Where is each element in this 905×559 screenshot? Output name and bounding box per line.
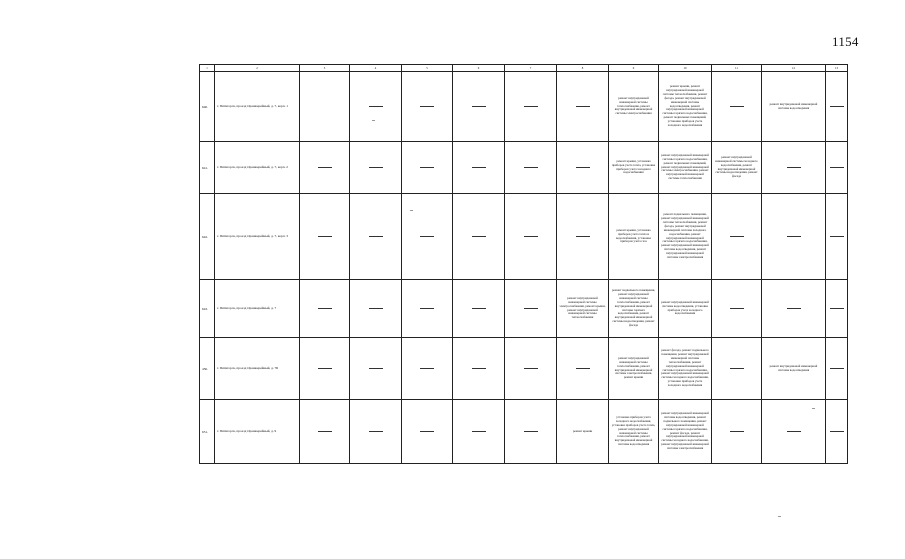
- cell: ремонт внутридомовой инженерной системы электроснабжения, ремонт крыши, ремонт внутридомовой инженерной системы теплоснабжения: [557, 280, 609, 338]
- cell: [300, 142, 350, 194]
- column-number: 2: [215, 65, 300, 72]
- cell: ремонт фасада, ремонт подвального помещения, ремонт внутридомовой инженерной системы теплоснабжения, ремонт внутридомовой инженерной системы горячего водоснабжения, ремонт внутридомовой инженерной системы холодного водоснабжения, установка приборов учета холодного водоснабжения: [659, 338, 712, 400]
- table-row: [200, 72, 848, 142]
- cell: ремонт подвального помещения, ремонт внутридомовой инженерной системы теплоснабжения, ремонт фасада, ремонт внутридомовой инженерной системы холодного водоснабжения, ремонт внутридомовой инженерной системы горячего водоснабжения, ремонт внутридомовой инженерной системы водоотведения, ремонт внутридомовой инженерной системы электроснабжения: [659, 194, 712, 280]
- row-number: 643.: [200, 280, 215, 338]
- dash-mark: [730, 236, 744, 237]
- cell: [402, 400, 453, 464]
- cell: [350, 400, 402, 464]
- dash-mark: [420, 308, 434, 309]
- column-number: 7: [505, 65, 557, 72]
- dash-mark: [369, 236, 383, 237]
- cell: [505, 400, 557, 464]
- scan-speck: [372, 120, 375, 121]
- column-number: 3: [300, 65, 350, 72]
- dash-mark: [472, 431, 486, 432]
- table-row: [200, 280, 848, 338]
- dash-mark: [830, 431, 844, 432]
- dash-mark: [524, 106, 538, 107]
- cell: [712, 72, 762, 142]
- cell: ремонт внутридомовой инженерной системы горячего водоснабжения, ремонт подвальных помещений, ремонт внутридомовой инженерной системы электроснабжения, ремонт внутридомовой инженерной системы теплоснабжения: [659, 142, 712, 194]
- dash-mark: [524, 368, 538, 369]
- dash-mark: [369, 431, 383, 432]
- cell: [762, 400, 826, 464]
- dash-mark: [787, 308, 801, 309]
- column-number: 6: [453, 65, 505, 72]
- cell: [350, 338, 402, 400]
- dash-mark: [524, 167, 538, 168]
- scan-speck: [778, 516, 781, 517]
- cell: [453, 72, 505, 142]
- row-number: 641.: [200, 142, 215, 194]
- column-number: 4: [350, 65, 402, 72]
- dash-mark: [730, 368, 744, 369]
- dash-mark: [420, 431, 434, 432]
- cell: [402, 280, 453, 338]
- dash-mark: [318, 236, 332, 237]
- cell: [505, 72, 557, 142]
- dash-mark: [787, 431, 801, 432]
- cell: ремонт внутридомовой инженерной системы водоотведения, ремонт подвального помещения, ремонт внутридомовой инженерной системы горячего водоснабжения, ремонт фасада, ремонт внутридомовой инженерной системы холодного водоснабжения, ремонт внутридомовой инженерной системы электроснабжения: [659, 400, 712, 464]
- cell: [762, 280, 826, 338]
- cell: [300, 194, 350, 280]
- cell: [762, 142, 826, 194]
- column-number: 12: [762, 65, 826, 72]
- cell: ремонт внутридомовой инженерной системы водоотведения: [762, 72, 826, 142]
- cell: ремонт внутридомовой инженерной системы теплоснабжения, ремонт внутридомовой инженерной системы электроснабжения: [609, 72, 659, 142]
- cell: [350, 194, 402, 280]
- cell: [505, 338, 557, 400]
- cell: ремонт внутридомовой инженерной системы холодного водоснабжения, ремонт внутридомовой инженерной системы водоотведения, ремонт фасада: [712, 142, 762, 194]
- dash-mark: [830, 236, 844, 237]
- cell: установка приборов учета холодного водоснабжения, установка приборов учета тепла, ремонт внутридомовой инженерной системы теплоснабжения, ремонт внутридомовой инженерной системы водоотведения: [609, 400, 659, 464]
- dash-mark: [369, 368, 383, 369]
- dash-mark: [576, 167, 590, 168]
- dash-mark: [369, 106, 383, 107]
- dash-mark: [472, 167, 486, 168]
- cell: [826, 72, 848, 142]
- dash-mark: [576, 368, 590, 369]
- row-number: 651.: [200, 400, 215, 464]
- cell: [712, 338, 762, 400]
- address-cell: г. Пятигорск, проезд Оранжерейный, д. 7, корп. 3: [215, 194, 300, 280]
- cell: [453, 142, 505, 194]
- dash-mark: [472, 368, 486, 369]
- dash-mark: [318, 431, 332, 432]
- cell: [557, 142, 609, 194]
- cell: [402, 338, 453, 400]
- table-row: [200, 400, 848, 464]
- dash-mark: [730, 106, 744, 107]
- table-row: [200, 338, 848, 400]
- cell: ремонт крыши: [557, 400, 609, 464]
- column-number-row: [200, 65, 848, 72]
- cell: ремонт крыши, ремонт внутридомовой инженерной системы теплоснабжения, ремонт фасада, ремонт внутридомовой инженерной системы водоотведения, ремонт внутридомовой инженерной системы горячего водоснабжения, ремонт подвальных помещений, установка приборов учета холодного водоснабжения: [659, 72, 712, 142]
- column-number: 5: [402, 65, 453, 72]
- dash-mark: [830, 308, 844, 309]
- cell: ремонт внутридомовой инженерной системы водоотведения, установка приборов учета холодного водоснабжения: [659, 280, 712, 338]
- cell: [350, 72, 402, 142]
- cell: [350, 142, 402, 194]
- dash-mark: [730, 431, 744, 432]
- dash-mark: [420, 368, 434, 369]
- column-number: 9: [609, 65, 659, 72]
- cell: ремонт крыши, установка приборов учета тепла и водоснабжения, установка приборов учета газа: [609, 194, 659, 280]
- dash-mark: [318, 308, 332, 309]
- address-cell: г. Пятигорск, проезд Оранжерейный, д. 7, корп. 1: [215, 72, 300, 142]
- column-number: 8: [557, 65, 609, 72]
- cell: [826, 194, 848, 280]
- cell: [826, 280, 848, 338]
- scan-speck: [812, 408, 815, 409]
- cell: [505, 280, 557, 338]
- cell: [762, 194, 826, 280]
- dash-mark: [524, 431, 538, 432]
- cell: ремонт внутридомовой инженерной системы теплоснабжения, ремонт внутридомовой инженерной системы электроснабжения, ремонт крыши: [609, 338, 659, 400]
- dash-mark: [576, 106, 590, 107]
- address-cell: г. Пятигорск, проезд Оранжерейный, д. 7: [215, 280, 300, 338]
- cell: [557, 338, 609, 400]
- dash-mark: [420, 106, 434, 107]
- column-number: 10: [659, 65, 712, 72]
- dash-mark: [787, 167, 801, 168]
- cell: ремонт крыши, установка приборов учета тепла, установка приборов учета холодного водоснабжения: [609, 142, 659, 194]
- table-row: [200, 142, 848, 194]
- dash-mark: [576, 236, 590, 237]
- dash-mark: [830, 167, 844, 168]
- address-cell: г. Пятигорск, проезд Оранжерейный, д. 7Б: [215, 338, 300, 400]
- column-number: 11: [712, 65, 762, 72]
- cell: [402, 194, 453, 280]
- dash-mark: [420, 236, 434, 237]
- cell: [453, 400, 505, 464]
- column-number: 13: [826, 65, 848, 72]
- row-number: 640.: [200, 72, 215, 142]
- cell: [350, 280, 402, 338]
- cell: [712, 280, 762, 338]
- cell: ремонт подвального помещения, ремонт внутридомовой инженерной системы теплоснабжения, ремонт внутридомовой инженерной системы горячего водоснабжения, ремонт внутридомовой инженерной системы водоотведения, ремонт фасада: [609, 280, 659, 338]
- dash-mark: [318, 368, 332, 369]
- column-number: 1: [200, 65, 215, 72]
- cell: [505, 142, 557, 194]
- dash-mark: [524, 236, 538, 237]
- row-number: 642.: [200, 194, 215, 280]
- cell: [505, 194, 557, 280]
- dash-mark: [787, 236, 801, 237]
- cell: [712, 400, 762, 464]
- repair-schedule-table: [199, 64, 848, 464]
- cell: [402, 142, 453, 194]
- cell: [453, 194, 505, 280]
- dash-mark: [730, 308, 744, 309]
- cell: [826, 142, 848, 194]
- dash-mark: [369, 167, 383, 168]
- cell: [712, 194, 762, 280]
- dash-mark: [472, 236, 486, 237]
- cell: [453, 338, 505, 400]
- scan-speck: [410, 210, 413, 211]
- cell: [402, 72, 453, 142]
- cell: [300, 338, 350, 400]
- cell: [557, 194, 609, 280]
- cell: [300, 280, 350, 338]
- cell: [300, 72, 350, 142]
- dash-mark: [369, 308, 383, 309]
- cell: [300, 400, 350, 464]
- address-cell: г. Пятигорск, проезд Оранжерейный, д. 9: [215, 400, 300, 464]
- row-number: 450.: [200, 338, 215, 400]
- cell: [453, 280, 505, 338]
- cell: ремонт внутридомовой инженерной системы водоотведения: [762, 338, 826, 400]
- cell: [826, 338, 848, 400]
- dash-mark: [524, 308, 538, 309]
- cell: [826, 400, 848, 464]
- page-number: 1154: [832, 34, 859, 49]
- table-row: [200, 194, 848, 280]
- dash-mark: [830, 368, 844, 369]
- dash-mark: [472, 308, 486, 309]
- dash-mark: [830, 106, 844, 107]
- cell: [557, 72, 609, 142]
- address-cell: г. Пятигорск, проезд Оранжерейный, д. 7, корп. 2: [215, 142, 300, 194]
- dash-mark: [318, 167, 332, 168]
- dash-mark: [472, 106, 486, 107]
- dash-mark: [420, 167, 434, 168]
